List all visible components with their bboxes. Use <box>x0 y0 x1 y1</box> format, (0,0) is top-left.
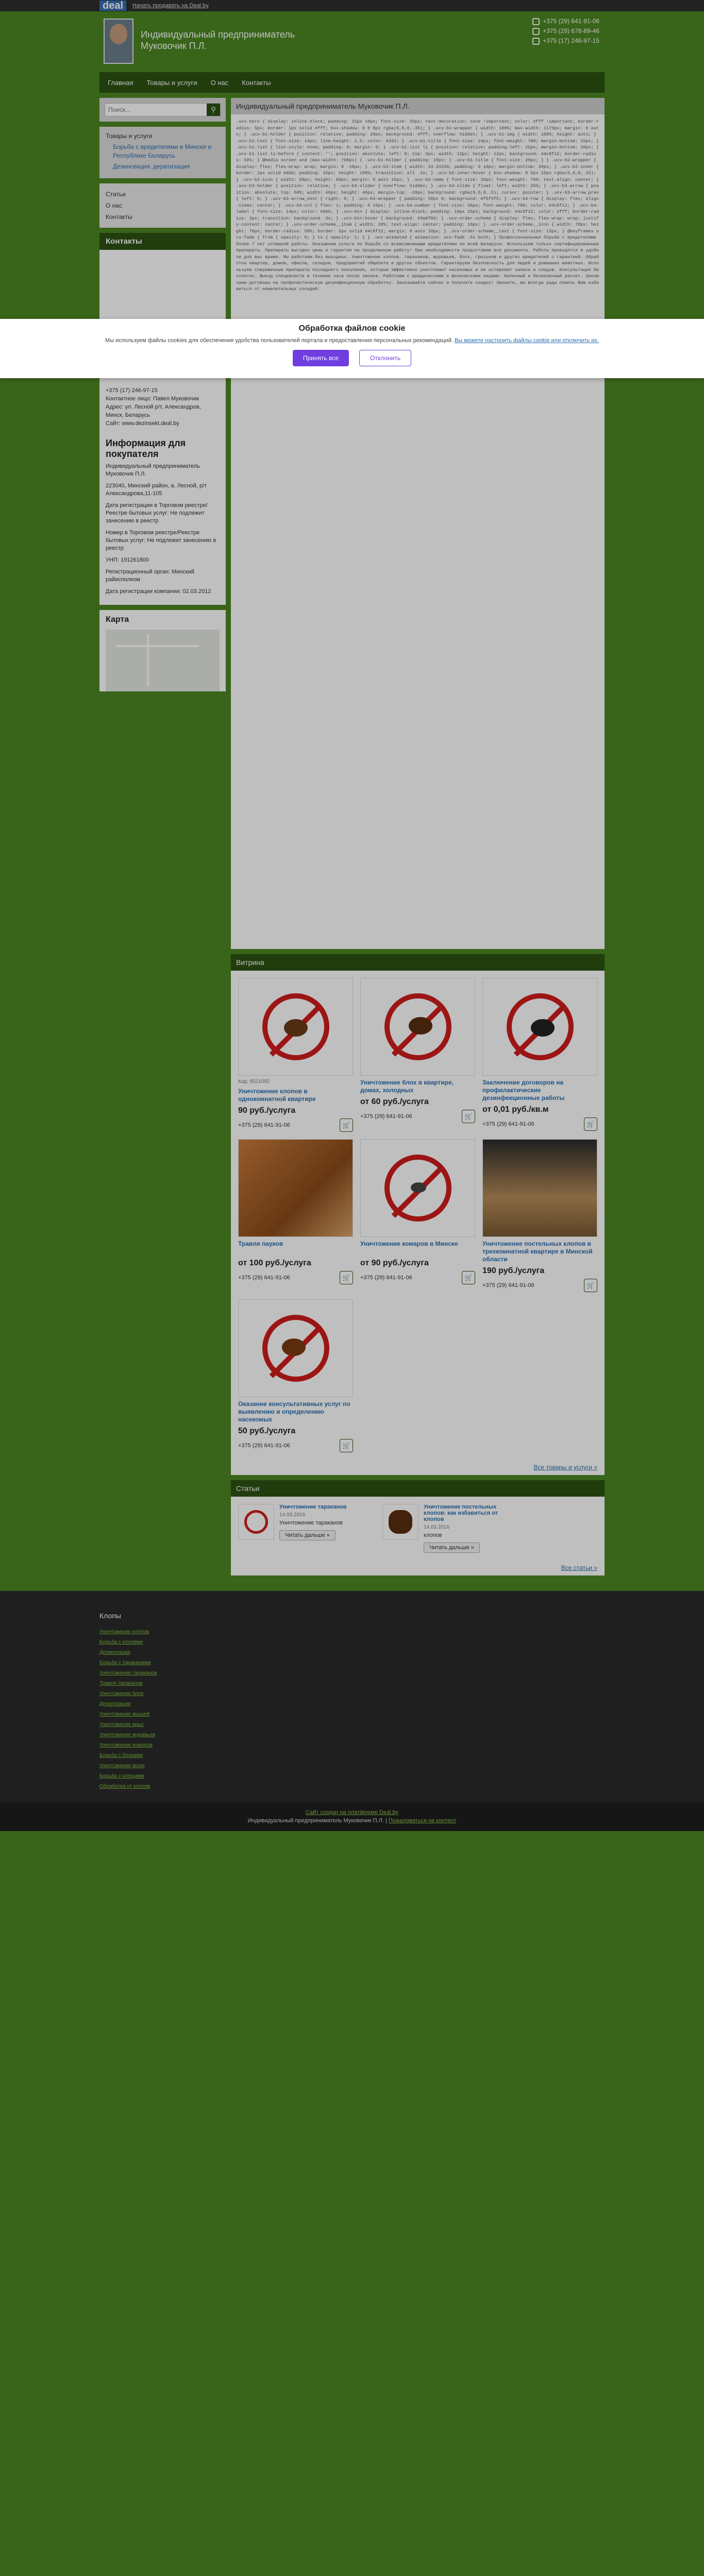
all-products-link[interactable]: Все товары и услуги » <box>533 1464 597 1471</box>
product-phone[interactable]: +375 (29) 641-91-06 <box>238 1443 290 1449</box>
info-line: УНП: 191261800 <box>106 557 149 563</box>
article-item <box>238 1504 372 1553</box>
phone-icon <box>532 28 540 35</box>
product-price: 90 руб./услуга <box>238 1106 296 1115</box>
nav-home[interactable]: Главная <box>108 78 133 87</box>
footer-link[interactable]: Борьба с клещами <box>99 1773 144 1779</box>
category-item[interactable]: Дезинсекция, дератизация <box>113 163 190 170</box>
info-line: 223040, Минский район, а. Лесной, р/т Александрова,11-105 <box>106 483 207 497</box>
contact-line[interactable]: Сайт: www.dezinsekt.deal.by <box>106 420 179 427</box>
showcase-panel <box>231 954 605 1475</box>
product-name[interactable]: Заключение договоров на профилактические дезинфекционные работы <box>482 1079 565 1101</box>
cart-icon[interactable]: 🛒 <box>340 1271 353 1284</box>
product-card[interactable] <box>360 1139 475 1292</box>
footer-link[interactable]: Уничтожение мышей <box>99 1711 150 1717</box>
map-title: Карта <box>106 615 129 624</box>
product-name[interactable]: Уничтожение комаров в Минске <box>360 1240 458 1247</box>
footer-link[interactable]: Уничтожение муравьев <box>99 1732 156 1738</box>
read-more-button[interactable]: Читать дальше » <box>279 1530 336 1540</box>
product-grid <box>231 971 605 1460</box>
accept-all-button[interactable]: Принять все <box>293 350 349 366</box>
footer-link[interactable]: Уничтожение блох <box>99 1691 144 1697</box>
sidebar-link-contacts[interactable]: Контакты <box>106 213 132 221</box>
product-card[interactable] <box>482 1139 597 1292</box>
phone-line[interactable]: +375 (17) 246-97-15 <box>532 36 599 46</box>
info-line: Дата регистрации компании: 02.03.2012 <box>106 588 211 595</box>
contact-line[interactable]: +375 (17) 246-97-15 <box>106 387 158 394</box>
article-date: 14.03.2016 <box>279 1512 306 1518</box>
phone-line[interactable]: +375 (29) 678-89-46 <box>532 26 599 36</box>
product-phone[interactable]: +375 (29) 641-91-06 <box>482 1282 534 1289</box>
footer-link[interactable]: Борьба с клопами <box>99 1639 143 1645</box>
main-nav <box>99 72 605 93</box>
footer-link[interactable]: Уничтожение тараканов <box>99 1670 157 1676</box>
about-text: .ucv-hero { display: inline-block; padding: 15px 10px; font-size: 20px; text-decoration: none !important; color: #fff !important; border-radius: 5px; border: 1px solid #fff; box-shadow: 0 0 8px rgba(0,0,0,.35); } .ucv-b1-wrapper { width: 100%; max-width: 1170px; margin: 0 auto; } .ucv-b1-holder { position: relative; padding: 20px; background: #fff; overflow: hidden; } .ucv-b1-img { width: 100%; height: auto; } .ucv-b1-text { font-size: 14px; line-height: 1.5; color: #333; } .ucv-b1-title { font-size: 24px; font-weight: 700; margin-bottom: 15px; } .ucv-b1-list { list-style: none; padding: 0; margin: 0; } .ucv-b1-list li { position: relative; padding-left: 25px; margin-bottom: 10px; } .ucv-b1-list li:before { content: ''; position: absolute; left: 0; top: 5px; width: 12px; height: 12px; background: #4c8f12; border-radius: 50%; } @media screen and (max-width: 768px) { .ucv-b1-holder { padding: 10px; } .ucv-b1-title { font-size: 20px; } } .ucv-b2-wrapper { display: flex; flex-wrap: wrap; margin: 0 -10px; } .ucv-b2-item { width: 33.3333%; padding: 0 10px; margin-bottom: 20px; } .ucv-b2-inner { border: 1px solid #ddd; padding: 15px; height: 100%; transition: all .3s; } .ucv-b2-inner:hover { box-shadow: 0 5px 15px rgba(0,0,0,.15); } .ucv-b2-icon { width: 60px; height: 60px; margin: 0 auto 15px; } .ucv-b2-name { font-size: 16px; font-weight: 700; text-align: center; } .ucv-b3-holder { position: relative; } .ucv-b3-slider { overflow: hidden; } .ucv-b3-slide { float: left; width: 25%; } .ucv-b3-arrow { position: absolute; top: 50%; width: 40px; height: 40px; margin-top: -20px; background: rgba(0,0,0,.5); cursor: pointer; } .ucv-b3-arrow_prev { left: 0; } .ucv-b3-arrow_next { right: 0; } .ucv-b4-wrapper { padding: 30px 0; background: #f5f5f5; } .ucv-b4-row { display: flex; align-items: center; } .ucv-b4-col { flex: 1; padding: 0 15px; } .ucv-b4-number { font-size: 36px; font-weight: 700; color: #4c8f12; } .ucv-b4-label { font-size: 14px; color: #666; } .ucv-btn { display: inline-block; padding: 10px 25px; background: #4c8f12; color: #fff; border-radius: 3px; transition: background .3s; } .ucv-btn:hover { background: #3a6f0d; } .ucv-order-scheme { display: flex; flex-wrap: wrap; justify-content: center; } .ucv-order-scheme__item { width: 20%; text-align: center; padding: 10px; } .ucv-order-scheme__icon { width: 70px; height: 70px; border-radius: 50%; border: 2px solid #4c8f12; margin: 0 auto 10px; } .ucv-order-scheme__text { font-size: 13px; } @keyframes ucv-fade { from { opacity: 0; } to { opacity: 1; } } .ucv-animated { animation: ucv-fade .5s both; } Профессиональная борьба с вредителями более 7 лет успешной работы. Оказываем услуги по борьбе со всевозможными вредителями по всей Беларуси. Используем только сертифицированные препараты. Препараты выгодно цены и гарантия на проделанную работу! При необходимости предоставим все документы. Работы проводятся в удобное для вас время. Мы работаем без выходных. Уничтожение клопов, тараканов, муравьев, блох, грызунов и других вредителей с гарантией. Обработка квартир, домов, офисов, складов, предприятий общепита и других объектов. Гарантируем безопасность для людей и домашних животных. Используем современные препараты последнего поколения, которые эффективно уничтожают насекомых и не оставляют запаха и следов. Консультация бесплатно. Выезд специалиста в течение часа после звонка. Работаем с юридическими и физическими лицами. Наличный и безналичный расчет. Заключаем договоры на профилактическую дезинфекционную обработку. Заказывайте сейчас и получите скидку! Звоните, мы всегда рады помочь Вам избавиться от нежелательных соседей. <box>231 114 605 949</box>
phone-line[interactable]: +375 (29) 641-91-06 <box>532 16 599 26</box>
footer-link[interactable]: Обработка от клопов <box>99 1784 150 1789</box>
product-price: 190 руб./услуга <box>482 1266 545 1275</box>
product-card[interactable] <box>482 978 597 1132</box>
category-title[interactable]: Товары и услуги <box>106 132 153 140</box>
product-card[interactable] <box>238 1139 353 1292</box>
contacts-list <box>99 381 226 433</box>
article-text: Уничтожение тараканов <box>279 1520 343 1526</box>
platform-link[interactable]: Сайт создан на платформе Deal.by <box>305 1809 399 1816</box>
info-line: Номер в Торговом реестре/Реестре бытовых услуг: Не подлежит занесению в реестр <box>106 530 216 551</box>
article-text: клопов <box>424 1532 442 1538</box>
product-image[interactable] <box>238 1299 353 1397</box>
product-card[interactable] <box>238 1299 353 1452</box>
cookie-title: Обработка файлов cookie <box>298 324 406 333</box>
product-image[interactable] <box>238 1139 353 1237</box>
product-image[interactable] <box>360 1139 475 1237</box>
contacts-title: Контакты <box>99 233 226 250</box>
contacts-box <box>99 233 226 605</box>
footer-link[interactable]: Уничтожение крыс <box>99 1722 144 1727</box>
footer-link[interactable]: Уничтожение клопов <box>99 1629 149 1635</box>
footer-link[interactable]: Травля тараканов <box>99 1681 143 1686</box>
info-line: Дата регистрации в Торговом реестре/Реестре бытовых услуг: Не подлежит занесению в реестр <box>106 502 208 524</box>
buyer-info-title: Информация для покупателя <box>106 438 186 459</box>
footer-link[interactable]: Дезинсекция <box>99 1650 130 1655</box>
cookie-banner <box>0 319 704 378</box>
article-date: 14.03.2016 <box>424 1524 450 1530</box>
start-selling-link[interactable]: Начать продавать на Deal.by <box>132 3 209 9</box>
product-name[interactable]: Оказание консультативных услуг по выявлению и определению насекомых <box>238 1400 350 1423</box>
footer-title: Клопы <box>99 1612 121 1620</box>
buyer-info <box>99 463 226 605</box>
footer-link[interactable]: Уничтожение комаров <box>99 1742 153 1748</box>
article-title[interactable]: Уничтожение тараканов <box>279 1504 347 1510</box>
product-code: Код: 9521092 <box>238 1079 270 1084</box>
deal-logo[interactable]: deal <box>99 1 126 11</box>
product-price: от 60 руб./услуга <box>360 1097 429 1106</box>
cookie-settings-link[interactable]: Вы можете настроить файлы cookie или отключить их. <box>454 337 599 344</box>
product-price: от 100 руб./услуга <box>238 1259 311 1267</box>
product-phone[interactable]: +375 (29) 641-91-06 <box>238 1275 290 1281</box>
product-name[interactable]: Уничтожение постельных клопов в трехкомнатной квартире в Минской области <box>482 1240 593 1263</box>
articles-panel <box>231 1480 605 1575</box>
cart-icon[interactable]: 🛒 <box>584 1117 597 1131</box>
cart-icon[interactable]: 🛒 <box>462 1271 475 1284</box>
product-phone[interactable]: +375 (29) 641-91-06 <box>238 1122 290 1128</box>
map[interactable] <box>106 630 220 691</box>
article-title[interactable]: Уничтожение постельных клопов: как избавиться от клопов <box>424 1504 498 1522</box>
company-photo <box>104 19 133 64</box>
footer-link[interactable]: Борьба с блохами <box>99 1753 143 1758</box>
product-card[interactable] <box>360 978 475 1132</box>
sidebar-link-articles[interactable]: Статьи <box>106 191 126 198</box>
map-box <box>99 610 226 691</box>
category-menu <box>99 127 226 178</box>
phone-icon <box>532 18 540 25</box>
articles-title: Статьи <box>231 1480 605 1497</box>
product-image[interactable] <box>482 978 597 1076</box>
info-line: Регистрационный орган: Минский райисполком <box>106 569 195 583</box>
header-phones <box>532 16 599 46</box>
cookie-text: Мы используем файлы cookies для обеспечения удобства пользователей портала и предоставления персональных рекомендаций. <box>105 337 453 344</box>
product-image[interactable] <box>238 978 353 1076</box>
nav-contacts[interactable]: Контакты <box>242 78 271 87</box>
bottom-company: Индивидуальный предприниматель Муковочик П.Л. <box>247 1818 384 1824</box>
product-price: от 90 руб./услуга <box>360 1259 429 1267</box>
footer-link[interactable]: Дератизация <box>99 1701 131 1707</box>
about-title: Индивидуальный предприниматель Муковочик П.Л. <box>231 98 605 114</box>
phone-icon <box>532 38 540 45</box>
top-bar <box>0 0 704 11</box>
search-icon: ⚲ <box>211 106 216 113</box>
product-phone[interactable]: +375 (29) 641-91-06 <box>360 1113 412 1120</box>
info-line: Индивидуальный предприниматель Муковочик П.Л. <box>106 463 200 477</box>
product-card[interactable] <box>238 978 353 1132</box>
site-header <box>99 11 605 72</box>
report-content-link[interactable]: Пожаловаться на контент <box>388 1818 457 1824</box>
cart-icon[interactable]: 🛒 <box>340 1118 353 1132</box>
bottom-bar: Сайт создан на платформе Deal.by Индивидуальный предприниматель Муковочик П.Л. | Пожаловаться на контент <box>0 1802 704 1831</box>
article-image[interactable] <box>238 1504 274 1540</box>
cart-icon[interactable]: 🛒 <box>340 1439 353 1452</box>
search-button[interactable] <box>207 104 220 116</box>
contact-line: Адрес: ул. Лесной р/т, Александров, Минск, Беларусь <box>106 404 201 418</box>
product-price: от 0,01 руб./кв.м <box>482 1105 549 1114</box>
product-name[interactable]: Травля пауков <box>238 1240 283 1247</box>
read-more-button[interactable]: Читать дальше » <box>424 1543 480 1553</box>
showcase-title: Витрина <box>231 954 605 971</box>
about-panel <box>231 98 605 949</box>
cart-icon[interactable]: 🛒 <box>462 1110 475 1123</box>
footer-link[interactable]: Уничтожение моли <box>99 1763 145 1769</box>
sidebar-link-about[interactable]: О нас <box>106 202 122 209</box>
product-image[interactable] <box>360 978 475 1076</box>
cart-icon[interactable]: 🛒 <box>584 1279 597 1292</box>
product-price: 50 руб./услуга <box>238 1427 296 1435</box>
sidebar-links <box>99 183 226 228</box>
article-image[interactable] <box>382 1504 418 1540</box>
search-input[interactable] <box>105 104 207 116</box>
contact-line: Контактное лицо: Павел Муковочик <box>106 396 199 402</box>
product-phone[interactable]: +375 (29) 641-91-06 <box>482 1121 534 1127</box>
category-item[interactable]: Борьба с вредителями в Минске и Республике Беларусь <box>113 143 212 159</box>
footer-link[interactable]: Борьба с тараканами <box>99 1660 151 1666</box>
decline-button[interactable]: Отклонить <box>359 350 411 366</box>
footer <box>0 1591 704 1802</box>
article-item <box>382 1504 516 1553</box>
product-image[interactable] <box>482 1139 597 1237</box>
all-articles-link[interactable]: Все статьи » <box>561 1564 597 1571</box>
nav-products[interactable]: Товары и услуги <box>146 78 197 87</box>
product-name[interactable]: Уничтожение блох в квартире, домах, холодных <box>360 1079 454 1094</box>
search-box <box>99 98 226 122</box>
product-name[interactable]: Уничтожение клопов в однокомнатной квартире <box>238 1088 316 1103</box>
nav-about[interactable]: О нас <box>210 78 229 87</box>
product-phone[interactable]: +375 (29) 641-91-06 <box>360 1275 412 1281</box>
company-name: Индивидуальный предприниматель Муковочик П.Л. <box>141 29 295 51</box>
